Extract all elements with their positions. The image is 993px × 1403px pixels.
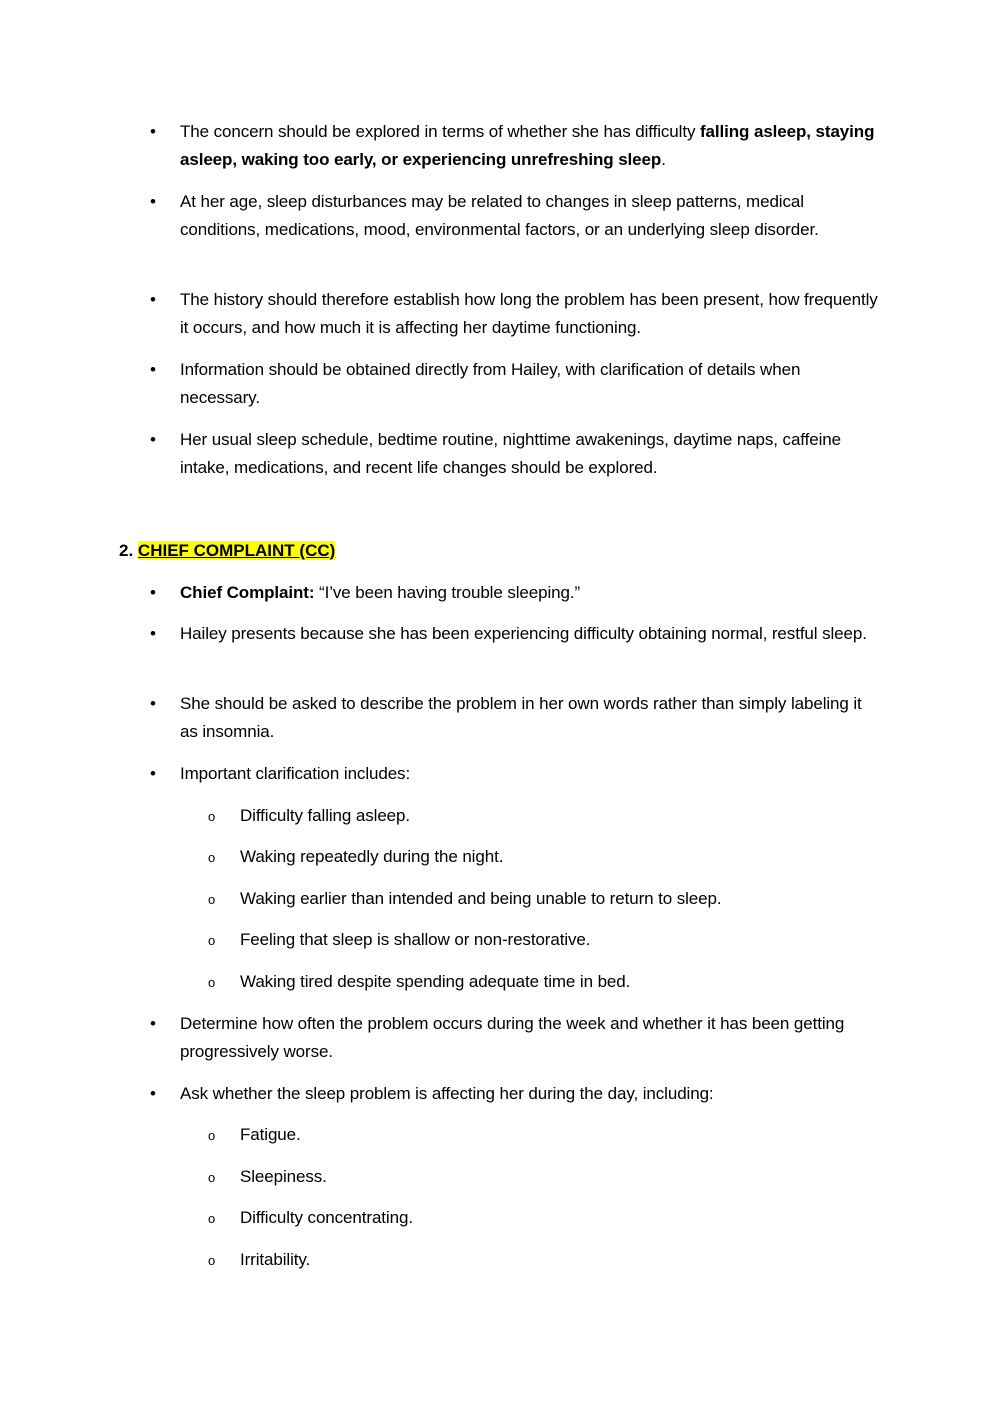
bullet-marker: •: [150, 192, 156, 211]
bullet-marker: •: [150, 122, 156, 141]
bullet-marker: •: [150, 764, 156, 783]
sub-marker: o: [208, 1170, 216, 1185]
bullet-suffix: .: [661, 150, 666, 169]
bullet-frequency: Determine how often the problem occurs during the week and whether it has been getting progressively worse.: [180, 1014, 845, 1061]
bullet-history-duration: The history should therefore establish how long the problem has been present, how frequently it occurs, and how much it is affecting her daytime functioning.: [180, 290, 878, 337]
bullet-clarification: Important clarification includes:: [180, 764, 411, 783]
bullet-marker: •: [150, 430, 156, 449]
bullet-daytime-effects: Ask whether the sleep problem is affecting her during the day, including:: [180, 1084, 714, 1103]
bullet-marker: •: [150, 583, 156, 602]
section-title: CHIEF COMPLAINT (CC): [137, 541, 336, 560]
sub-marker: o: [208, 809, 216, 824]
sub-item-daytime: Difficulty concentrating.: [240, 1208, 413, 1227]
bullet-marker: •: [150, 1014, 156, 1033]
section-heading: [119, 537, 335, 565]
sub-item-clarification: Difficulty falling asleep.: [240, 806, 411, 825]
chief-complaint-label: Chief Complaint:: [180, 583, 315, 602]
sub-marker: o: [208, 1253, 216, 1268]
sub-item-clarification: Feeling that sleep is shallow or non-restorative.: [240, 930, 591, 949]
bullet-marker: •: [150, 624, 156, 643]
sub-marker: o: [208, 933, 216, 948]
bullet-chief-complaint: [180, 579, 880, 607]
bullet-presents: Hailey presents because she has been experiencing difficulty obtaining normal, restful sleep.: [180, 624, 867, 643]
bullet-age-factors: At her age, sleep disturbances may be related to changes in sleep patterns, medical conditions, medications, mood, environmental factors, or an underlying sleep disorder.: [180, 192, 819, 239]
sub-marker: o: [208, 850, 216, 865]
bullet-describe: She should be asked to describe the problem in her own words rather than simply labeling it as insomnia.: [180, 694, 862, 741]
bullet-text: The concern should be explored in terms of whether she has difficulty: [180, 122, 700, 141]
sub-item-daytime: Fatigue.: [240, 1125, 301, 1144]
sub-item-daytime: Irritability.: [240, 1250, 311, 1269]
sub-item-clarification: Waking tired despite spending adequate time in bed.: [240, 972, 631, 991]
sub-item-clarification: Waking repeatedly during the night.: [240, 847, 504, 866]
sub-marker: o: [208, 1128, 216, 1143]
bullet-marker: •: [150, 290, 156, 309]
sub-item-daytime: Sleepiness.: [240, 1167, 327, 1186]
bullet-marker: •: [150, 360, 156, 379]
sub-marker: o: [208, 975, 216, 990]
bullet-explore-concern: [180, 118, 880, 174]
bullet-marker: •: [150, 1084, 156, 1103]
sub-marker: o: [208, 892, 216, 907]
section-number: 2.: [119, 541, 134, 560]
sub-item-clarification: Waking earlier than intended and being unable to return to sleep.: [240, 889, 722, 908]
bullet-bold-text: falling asleep, staying asleep, waking too early, or experiencing unrefreshing sleep: [180, 122, 875, 169]
chief-complaint-quote: “I’ve been having trouble sleeping.”: [319, 583, 581, 602]
bullet-marker: •: [150, 694, 156, 713]
bullet-sleep-schedule: Her usual sleep schedule, bedtime routine, nighttime awakenings, daytime naps, caffeine intake, medications, and recent life changes should be explored.: [180, 430, 841, 477]
sub-marker: o: [208, 1211, 216, 1226]
bullet-information-source: Information should be obtained directly from Hailey, with clarification of details when necessary.: [180, 360, 801, 407]
